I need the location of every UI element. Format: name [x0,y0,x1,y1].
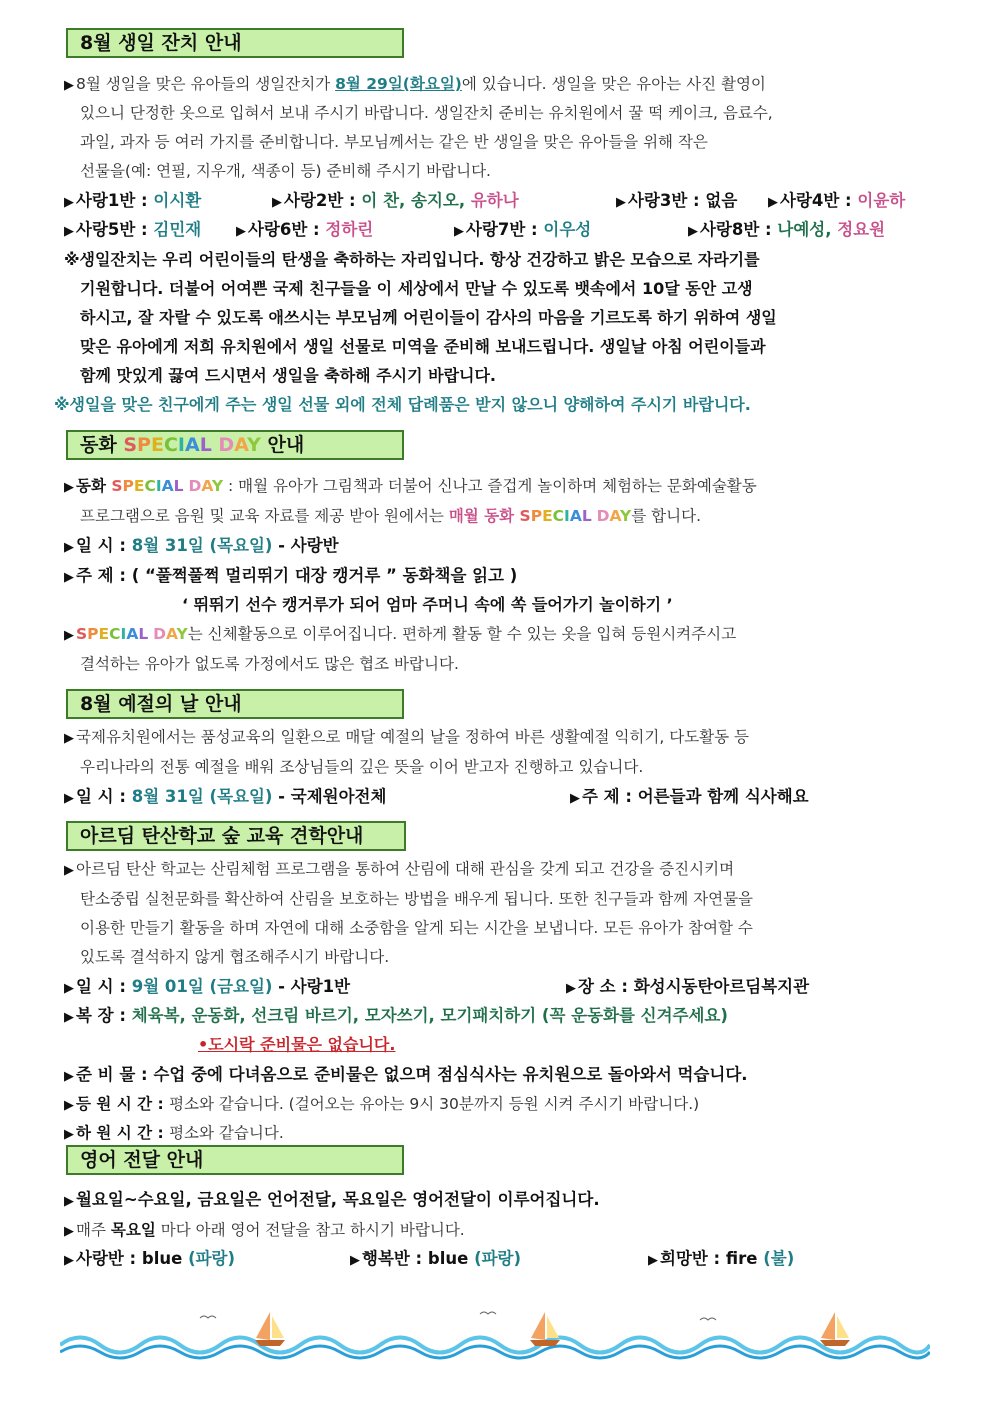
birthday-gift-note: ※생일을 맞은 친구에게 주는 생일 선물 외에 전체 답례품은 받지 않으니 양해하여 주시기 바랍니다. [54,395,751,414]
birthday-class-row: ▶ 사랑3반 : 없음 [616,191,738,210]
section-title-etiquette: 8월 예절의 날 안내 [66,689,404,719]
birthday-note-line: ※생일잔치는 우리 어린이들의 탄생을 축하하는 자리입니다. 항상 건강하고 밝은 모습으로 자라기를 [64,250,760,269]
special-word: SPECIAL [519,507,592,525]
birthday-para-line: ▶ 8월 생일을 맞은 유아들의 생일잔치가 8월 29일(화요일)에 있습니다. 생일을 맞은 유아는 사진 촬영이 [64,75,766,93]
birthday-para-line: 선물을(예: 연필, 지우개, 색종이 등) 준비해 주시기 바랍니다. [80,162,491,180]
birthday-para-line: 있으니 단정한 옷으로 입혀서 보내 주시기 바랍니다. 생일잔치 준비는 유치원에서 꿀 떡 케이크, 음료수, [80,104,773,122]
field-trip-place: ▶ 장 소 : 화성시동탄아르딤복지관 [566,977,810,996]
wave-sailboat-decoration [60,1300,930,1360]
special-day-theme-detail: ‘ 뛰뛰기 선수 캥거루가 되어 엄마 주머니 속에 쏙 들어가기 놀이하기 ’ [182,595,673,614]
english-para-line: ▶ 매주 목요일 마다 아래 영어 전달을 참고 하시기 바랍니다. [64,1221,465,1239]
special-day-para-line: 프로그램으로 음원 및 교육 자료를 제공 받아 원에서는 매월 동화 SPECIAL DAY를 합니다. [80,507,702,525]
field-trip-date: ▶ 일 시 : 9월 01일 (금요일) - 사랑1반 [64,977,351,996]
english-class-row: ▶ 희망반 : fire (불) [648,1249,795,1268]
seagull-icon [200,1312,716,1320]
special-day-date: ▶ 일 시 : 8월 31일 (목요일) - 사랑반 [64,536,339,555]
birthday-class-row: ▶ 사랑5반 : 김민재 [64,220,202,239]
birthday-class-row: ▶ 사랑7반 : 이우성 [454,220,592,239]
field-trip-wear: ▶ 복 장 : 체육복, 운동화, 선크림 바르기, 모자쓰기, 모기패치하기 (꼭 운동화를 신겨주세요) [64,1006,728,1025]
day-word: DAY [188,477,224,495]
day-word: DAY [153,625,188,643]
sailboat-icon [820,1312,850,1346]
birthday-para-line: 과일, 과자 등 여러 가지를 준비합니다. 부모님께서는 같은 반 생일을 맞은 유아들을 위해 작은 [80,133,708,151]
field-trip-para-line: ▶ 아르딤 탄산 학교는 산림체험 프로그램을 통하여 산림에 대해 관심을 갖게 되고 건강을 증진시키며 [64,860,735,878]
etiquette-date: ▶ 일 시 : 8월 31일 (목요일) - 국제원아전체 [64,787,387,806]
special-day-para-line: 결석하는 유아가 없도록 가정에서도 많은 협조 바랍니다. [80,655,459,673]
special-word: SPECIAL [111,477,184,495]
section-title-english: 영어 전달 안내 [66,1145,404,1175]
sailboat-icon [530,1312,560,1346]
field-trip-prep: ▶ 준 비 물 : 수업 중에 다녀옴으로 준비물은 없으며 점심식사는 유치원으로 돌아와서 먹습니다. [64,1065,748,1084]
birthday-note-line: 하시고, 잘 자랄 수 있도록 애쓰시는 부모님께 어린이들이 감사의 마음을 기르도록 하기 위하여 생일 [80,308,777,327]
sailboat-icon [255,1312,285,1346]
etiquette-theme: ▶ 주 제 : 어른들과 함께 식사해요 [570,787,809,806]
field-trip-para-line: 있도록 결석하지 않게 협조해주시기 바랍니다. [80,948,390,966]
birthday-class-row: ▶ 사랑4반 : 이윤하 [768,191,906,210]
field-trip-arrive: ▶ 등 원 시 간 : 평소와 같습니다. (걸어오는 유아는 9시 30분까지 등원 시켜 주시기 바랍니다.) [64,1095,700,1113]
day-word: DAY [218,434,261,456]
special-day-para-line: ▶ 동화 SPECIAL DAY : 매월 유아가 그림책과 더불어 신나고 즐겁게 놀이하며 체험하는 문화예술활동 [64,477,757,495]
special-day-para-line: ▶ SPECIAL DAY는 신체활동으로 이루어집니다. 편하게 활동 할 수 있는 옷을 입혀 등원시켜주시고 [64,625,737,643]
etiquette-para-line: 우리나라의 전통 예절을 배워 조상님들의 깊은 뜻을 이어 받고자 진행하고 있습니다. [80,758,644,776]
etiquette-para-line: ▶ 국제유치원에서는 품성교육의 일환으로 매달 예절의 날을 정하여 바른 생활예절 익히기, 다도활동 등 [64,728,750,746]
english-para-line: ▶ 월요일~수요일, 금요일은 언어전달, 목요일은 영어전달이 이루어집니다. [64,1190,600,1209]
field-trip-leave: ▶ 하 원 시 간 : 평소와 같습니다. [64,1124,284,1142]
special-word: SPECIAL [123,434,212,456]
birthday-note-line: 맞은 유아에게 저희 유치원에서 생일 선물로 미역을 준비해 보내드립니다. 생일날 아침 어린이들과 [80,337,766,356]
special-word: SPECIAL [76,625,149,643]
special-day-theme: ▶ 주 제 : ( “풀쩍풀쩍 멀리뛰기 대장 캥거루 ” 동화책을 읽고 ) [64,566,518,585]
field-trip-para-line: 탄소중립 실천문화를 확산하여 산림을 보호하는 방법을 배우게 됩니다. 또한 친구들과 함께 자연물을 [80,890,754,908]
birthday-class-row: ▶ 사랑8반 : 나예성, 정요원 [688,220,886,239]
section-title-birthday: 8월 생일 잔치 안내 [66,28,404,58]
english-class-row: ▶ 행복반 : blue (파랑) [350,1249,522,1268]
day-word: DAY [596,507,632,525]
birthday-date: 8월 29일(화요일) [335,75,462,93]
section-title-field-trip: 아르딤 탄산학교 숲 교육 견학안내 [66,821,406,851]
field-trip-lunch-note: •도시락 준비물은 없습니다. [198,1035,396,1054]
english-class-row: ▶ 사랑반 : blue (파랑) [64,1249,236,1268]
birthday-class-row: ▶ 사랑1반 : 이시환 [64,191,202,210]
birthday-class-row: ▶ 사랑2반 : 이 찬, 송지오, 유하나 [272,191,519,210]
section-title-special-day: 동화 SPECIAL DAY 안내 [66,430,404,460]
birthday-class-row: ▶ 사랑6반 : 정하린 [236,220,374,239]
field-trip-para-line: 이용한 만들기 활동을 하며 자연에 대해 소중함을 알게 되는 시간을 보냅니다. 모든 유아가 참여할 수 [80,919,753,937]
birthday-note-line: 함께 맛있게 끓여 드시면서 생일을 축하해 주시기 바랍니다. [80,366,497,385]
birthday-note-line: 기원합니다. 더불어 어여쁜 국제 친구들을 이 세상에서 만날 수 있도록 뱃속에서 10달 동안 고생 [80,279,753,298]
